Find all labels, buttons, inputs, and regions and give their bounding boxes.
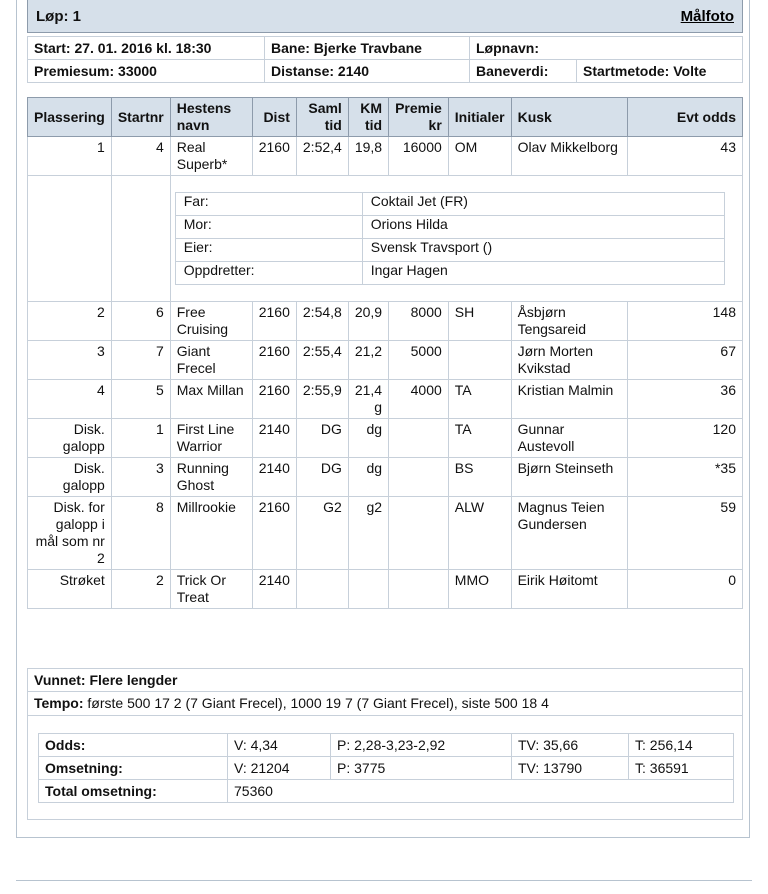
cell-startnr: 3 [111, 458, 170, 497]
vunnet-text: Vunnet: Flere lengder [34, 672, 178, 688]
table-row [28, 570, 743, 609]
odds-table [38, 733, 734, 803]
table-row [28, 302, 743, 341]
cell-km: dg [348, 458, 388, 497]
omsetning-label: Omsetning: [39, 757, 228, 780]
race-title: Løp: 1 [36, 8, 81, 25]
oppdretter-label: Oppdretter: [175, 262, 362, 285]
cell-kusk: Bjørn Steinseth [511, 458, 627, 497]
cell-saml: 2:55,9 [296, 380, 348, 419]
cell-kusk: Olav Mikkelborg [511, 137, 627, 176]
cell-init: TA [448, 380, 511, 419]
cell-init: OM [448, 137, 511, 176]
cell-dist: 2160 [252, 380, 296, 419]
odds-tv: TV: 35,66 [512, 734, 629, 757]
pedigree-table [175, 192, 725, 285]
premiesum-info: Premiesum: 33000 [28, 60, 265, 83]
cell-dist: 2140 [252, 458, 296, 497]
winner-details-row [28, 176, 743, 302]
cell-startnr: 8 [111, 497, 170, 570]
table-row [28, 497, 743, 570]
cell-kusk: Magnus Teien Gundersen [511, 497, 627, 570]
cell-saml: DG [296, 419, 348, 458]
cell-plassering: 4 [28, 380, 112, 419]
cell-plassering: 3 [28, 341, 112, 380]
cell-odds: 43 [627, 137, 742, 176]
cell-init: BS [448, 458, 511, 497]
tempo-box [27, 692, 743, 716]
cell-kusk: Åsbjørn Tengsareid [511, 302, 627, 341]
cell-startnr: 5 [111, 380, 170, 419]
cell-plassering: 2 [28, 302, 112, 341]
cell-saml: 2:52,4 [296, 137, 348, 176]
table-row [28, 380, 743, 419]
total-omsetning-value: 75360 [228, 780, 734, 803]
cell-odds: 120 [627, 419, 742, 458]
cell-km: 21,2 [348, 341, 388, 380]
cell-dist: 2140 [252, 419, 296, 458]
cell-startnr: 4 [111, 137, 170, 176]
cell-premie [389, 419, 449, 458]
cell-km: 19,8 [348, 137, 388, 176]
cell-saml: 2:54,8 [296, 302, 348, 341]
vunnet-box [27, 668, 743, 692]
cell-navn: Giant Frecel [170, 341, 252, 380]
eier-value: Svensk Travsport () [362, 239, 724, 262]
cell-dist: 2160 [252, 497, 296, 570]
col-saml-tid: Saml tid [296, 98, 348, 137]
cell-odds: 67 [627, 341, 742, 380]
cell-saml [296, 570, 348, 609]
cell-init: ALW [448, 497, 511, 570]
baneverdi-info: Baneverdi: [470, 60, 577, 83]
malfoto-link[interactable]: Målfoto [680, 8, 734, 25]
cell-premie: 5000 [389, 341, 449, 380]
cell-odds: 59 [627, 497, 742, 570]
cell-navn: Millrookie [170, 497, 252, 570]
cell-init: SH [448, 302, 511, 341]
cell-kusk: Eirik Høitomt [511, 570, 627, 609]
lopnavn-info: Løpnavn: [470, 37, 743, 60]
bottom-divider [16, 880, 752, 881]
empty-cell [111, 176, 170, 302]
tempo-text: første 500 17 2 (7 Giant Frecel), 1000 19 7 (7 Giant Frecel), siste 500 18 4 [83, 695, 549, 711]
far-label: Far: [175, 193, 362, 216]
cell-premie: 8000 [389, 302, 449, 341]
col-initialer: Initialer [448, 98, 511, 137]
cell-startnr: 1 [111, 419, 170, 458]
cell-startnr: 7 [111, 341, 170, 380]
odds-t: T: 256,14 [629, 734, 734, 757]
cell-plassering: 1 [28, 137, 112, 176]
cell-km: 21,4 g [348, 380, 388, 419]
distanse-info: Distanse: 2140 [265, 60, 470, 83]
col-km-tid: KM tid [348, 98, 388, 137]
cell-navn: Max Millan [170, 380, 252, 419]
odds-p: P: 2,28-3,23-2,92 [331, 734, 512, 757]
cell-km: dg [348, 419, 388, 458]
empty-cell [28, 176, 112, 302]
mor-value: Orions Hilda [362, 216, 724, 239]
col-evt-odds: Evt odds [627, 98, 742, 137]
eier-label: Eier: [175, 239, 362, 262]
cell-plassering: Disk. galopp [28, 458, 112, 497]
total-omsetning-label: Total omsetning: [39, 780, 228, 803]
col-startnr: Startnr [111, 98, 170, 137]
cell-startnr: 2 [111, 570, 170, 609]
race-info-table [27, 36, 743, 83]
odds-v: V: 4,34 [228, 734, 331, 757]
cell-init [448, 341, 511, 380]
table-row [28, 458, 743, 497]
omsetning-t: T: 36591 [629, 757, 734, 780]
cell-premie: 16000 [389, 137, 449, 176]
cell-plassering: Strøket [28, 570, 112, 609]
startmetode-info: Startmetode: Volte [577, 60, 743, 83]
cell-dist: 2160 [252, 341, 296, 380]
cell-startnr: 6 [111, 302, 170, 341]
cell-km: g2 [348, 497, 388, 570]
cell-odds: *35 [627, 458, 742, 497]
cell-plassering: Disk. galopp [28, 419, 112, 458]
start-info: Start: 27. 01. 2016 kl. 18:30 [28, 37, 265, 60]
cell-odds: 0 [627, 570, 742, 609]
cell-premie: 4000 [389, 380, 449, 419]
cell-navn: Trick Or Treat [170, 570, 252, 609]
race-header [27, 0, 743, 33]
table-row [28, 341, 743, 380]
bane-info: Bane: Bjerke Travbane [265, 37, 470, 60]
table-row [28, 137, 743, 176]
details-cell [170, 176, 742, 302]
cell-premie [389, 458, 449, 497]
cell-dist: 2160 [252, 137, 296, 176]
cell-saml: DG [296, 458, 348, 497]
col-kusk: Kusk [511, 98, 627, 137]
cell-dist: 2160 [252, 302, 296, 341]
odds-label: Odds: [39, 734, 228, 757]
col-hestens-navn: Hestens navn [170, 98, 252, 137]
cell-init: MMO [448, 570, 511, 609]
cell-navn: First Line Warrior [170, 419, 252, 458]
cell-kusk: Jørn Morten Kvikstad [511, 341, 627, 380]
cell-dist: 2140 [252, 570, 296, 609]
cell-init: TA [448, 419, 511, 458]
cell-odds: 36 [627, 380, 742, 419]
cell-premie [389, 497, 449, 570]
cell-km: 20,9 [348, 302, 388, 341]
cell-km [348, 570, 388, 609]
table-row [28, 419, 743, 458]
results-table [27, 97, 743, 609]
oppdretter-value: Ingar Hagen [362, 262, 724, 285]
cell-plassering: Disk. for galopp i mål som nr 2 [28, 497, 112, 570]
omsetning-v: V: 21204 [228, 757, 331, 780]
far-value: Coktail Jet (FR) [362, 193, 724, 216]
col-plassering: Plassering [28, 98, 112, 137]
cell-navn: Real Superb* [170, 137, 252, 176]
cell-kusk: Gunnar Austevoll [511, 419, 627, 458]
cell-premie [389, 570, 449, 609]
omsetning-tv: TV: 13790 [512, 757, 629, 780]
cell-navn: Running Ghost [170, 458, 252, 497]
cell-navn: Free Cruising [170, 302, 252, 341]
col-premie: Premie kr [389, 98, 449, 137]
col-dist: Dist [252, 98, 296, 137]
cell-saml: G2 [296, 497, 348, 570]
cell-kusk: Kristian Malmin [511, 380, 627, 419]
cell-odds: 148 [627, 302, 742, 341]
omsetning-p: P: 3775 [331, 757, 512, 780]
cell-saml: 2:55,4 [296, 341, 348, 380]
mor-label: Mor: [175, 216, 362, 239]
tempo-label: Tempo: [34, 695, 84, 711]
